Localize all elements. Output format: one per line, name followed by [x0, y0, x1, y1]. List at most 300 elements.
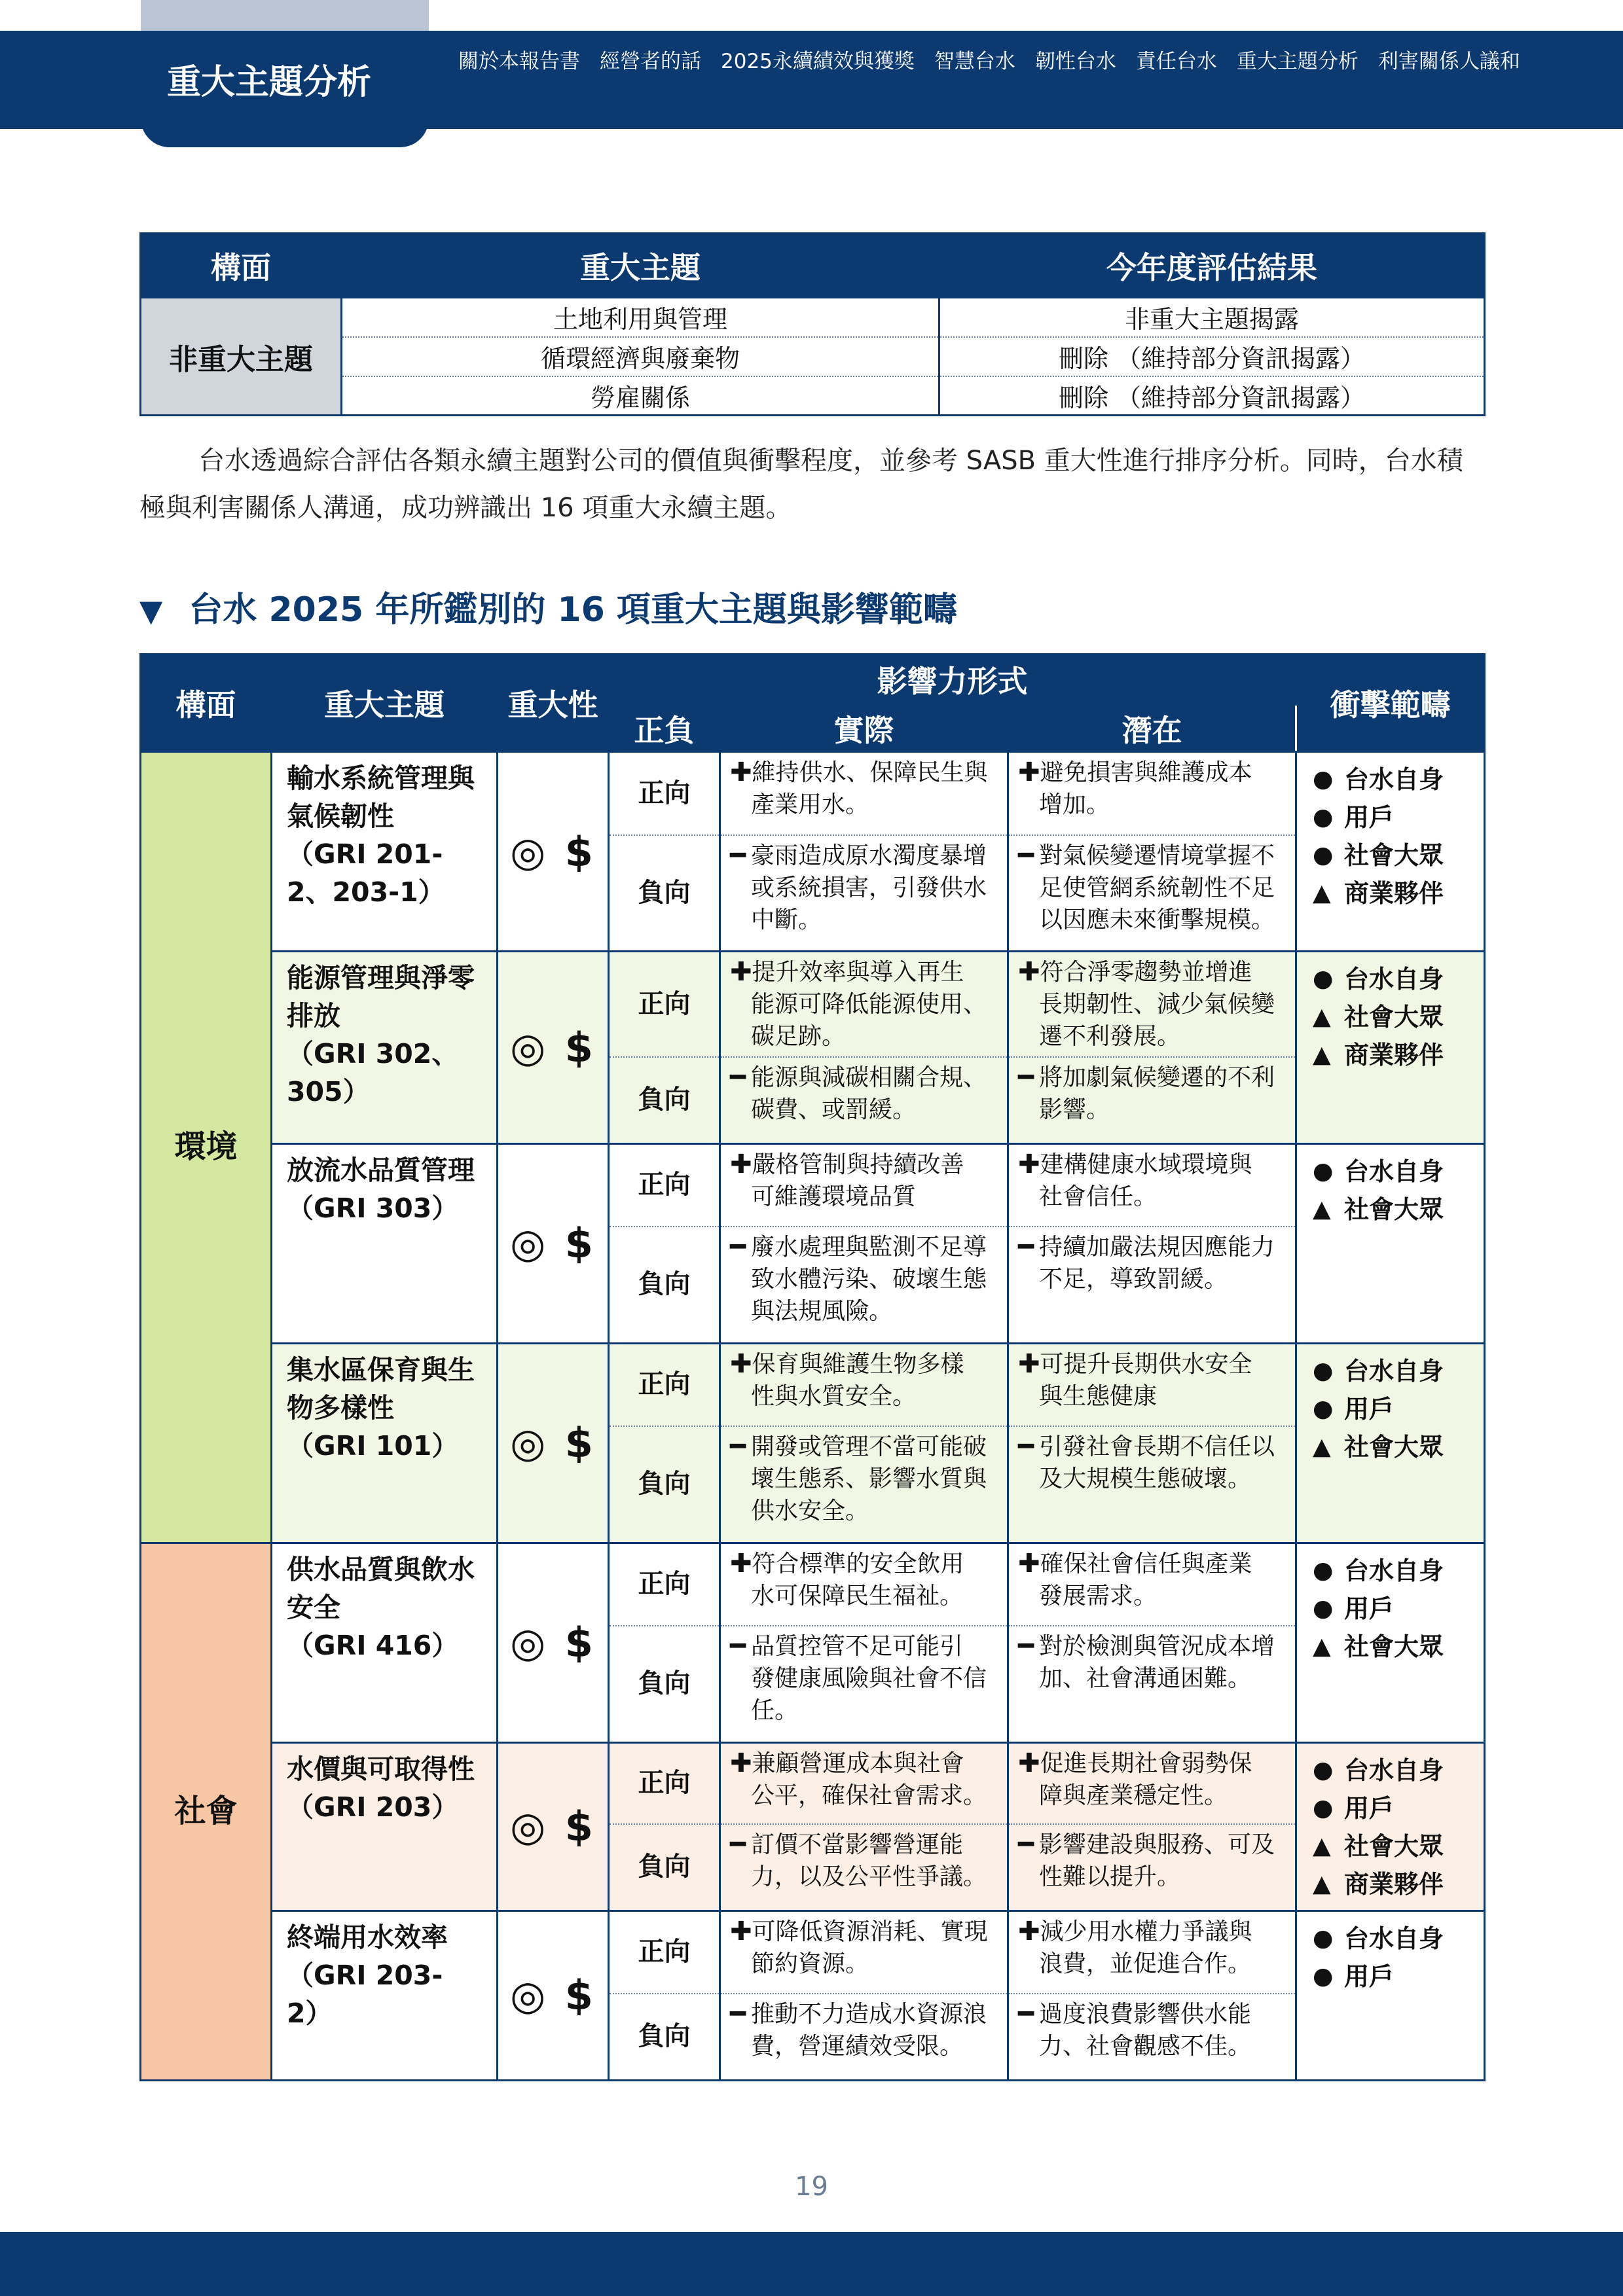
scope-cell — [1296, 1742, 1485, 1910]
impact-text: 符合標準的安全飲用 — [752, 1550, 964, 1577]
topic-line: 終端用水效率 — [287, 1921, 448, 1953]
scope-item — [1313, 960, 1477, 998]
impact-cell-neg-potential — [1008, 1057, 1296, 1143]
scope-label: 社會大眾 — [1344, 1632, 1444, 1661]
topic-line: （GRI 303） — [287, 1192, 459, 1224]
scope-item — [1313, 1352, 1477, 1390]
table-row-positive — [141, 1910, 1485, 1994]
impact-line — [730, 1380, 1000, 1412]
header-nav — [458, 46, 1520, 77]
impact-line — [1018, 757, 1288, 789]
direction-negative: 負向 — [609, 1227, 720, 1343]
scope-item — [1313, 1428, 1477, 1466]
impact-line — [1018, 1149, 1288, 1181]
intro-paragraph: 台水透過綜合評估各類永續主題對公司的價值與衝擊程度，並參考 SASB 重大性進行排序分析。同時，台水積極與利害關係人溝通，成功辨識出 16 項重大永續主題。 — [139, 446, 1463, 523]
impact-text: 力，以及公平性爭議。 — [751, 1863, 987, 1890]
scope-cell — [1296, 1910, 1485, 2080]
topic-cell — [272, 1143, 498, 1343]
column-header-actual: 實際 — [720, 705, 1008, 752]
impact-text: 確保社會信任與產業 — [1040, 1550, 1252, 1577]
topic-line: 水價與可取得性 — [287, 1753, 475, 1785]
impact-text: 持續加嚴法規因應能力 — [1039, 1234, 1275, 1261]
impact-cell-neg-potential — [1008, 1227, 1296, 1343]
impact-text: 與生態健康 — [1039, 1382, 1158, 1410]
impact-line — [730, 789, 1000, 821]
impact-text: 嚴格管制與持續改善 — [752, 1151, 964, 1178]
minus-icon: ━ — [1018, 840, 1034, 870]
direction-positive: 正向 — [609, 952, 720, 1058]
impact-text: 影響建設與服務、可及 — [1039, 1831, 1275, 1858]
impact-text: 壞生態系、影響水質與 — [751, 1465, 987, 1492]
impact-line — [1018, 840, 1288, 872]
topic-cell: 循環經濟與廢棄物 — [342, 337, 939, 376]
minus-icon — [730, 1295, 751, 1327]
table-row-positive — [141, 952, 1485, 1058]
scope-item — [1313, 1789, 1477, 1827]
impact-cell-neg-potential — [1008, 1626, 1296, 1742]
direction-positive: 正向 — [609, 1910, 720, 1994]
table-row-positive — [141, 1742, 1485, 1824]
impact-text: 品質控管不足可能引 — [751, 1633, 964, 1660]
impact-text: 致水體污染、破壞生態 — [751, 1266, 987, 1293]
circle-icon: ● — [1313, 1794, 1334, 1821]
impact-cell-pos-potential — [1008, 1143, 1296, 1227]
plus-icon: ✚ — [730, 1748, 752, 1778]
impact-line — [730, 1916, 1000, 1948]
section-title-text: 台水 2025 年所鑑別的 16 項重大主題與影響範疇 — [189, 590, 957, 630]
minus-icon — [730, 1094, 751, 1126]
scope-item — [1313, 836, 1477, 874]
impact-line — [1018, 1548, 1288, 1580]
impact-text: 加、社會溝通困難。 — [1039, 1665, 1252, 1692]
table-row-positive — [141, 1143, 1485, 1227]
impact-line — [1018, 1829, 1288, 1861]
impact-line — [1018, 1861, 1288, 1893]
plus-icon — [730, 1020, 751, 1052]
table-row-positive — [141, 1543, 1485, 1626]
nav-item-responsible[interactable]: 責任台水 — [1135, 50, 1217, 73]
impact-line — [1018, 1948, 1288, 1980]
category-cell-soc: 社會 — [141, 1543, 272, 2080]
nav-item-about[interactable]: 關於本報告書 — [458, 50, 580, 73]
impact-cell-neg-actual — [720, 1426, 1008, 1543]
impact-line — [730, 1295, 1000, 1327]
impact-cell-pos-actual — [720, 752, 1008, 835]
impact-text: 促進長期社會弱勢保 — [1040, 1749, 1252, 1777]
nav-item-smart[interactable]: 智慧台水 — [934, 50, 1015, 73]
impact-text: 可維護環境品質 — [751, 1183, 917, 1210]
minus-icon: ━ — [730, 1431, 746, 1462]
circle-icon: ● — [1313, 965, 1334, 992]
materiality-cell — [498, 952, 609, 1144]
topic-cell — [272, 1910, 498, 2080]
circle-icon: ● — [1313, 1357, 1334, 1384]
impact-text: 減少用水權力爭議與 — [1040, 1918, 1252, 1945]
minus-icon — [730, 1662, 751, 1695]
impact-line — [1018, 956, 1288, 988]
impact-line — [730, 1263, 1000, 1295]
impact-text: 將加劇氣候變遷的不利 — [1039, 1064, 1275, 1091]
impact-text: 性難以提升。 — [1039, 1863, 1181, 1890]
scope-cell — [1296, 952, 1485, 1144]
scope-label: 社會大眾 — [1344, 1003, 1444, 1031]
scope-item — [1313, 874, 1477, 912]
impact-line — [730, 1231, 1000, 1263]
impact-text: 費，營運績效受限。 — [751, 2033, 964, 2060]
topic-line: 物多樣性 — [287, 1391, 394, 1424]
direction-negative: 負向 — [609, 835, 720, 952]
impact-text: 提升效率與導入再生 — [752, 959, 964, 986]
impact-cell-neg-actual — [720, 835, 1008, 952]
result-cell: 刪除 （維持部分資訊揭露） — [939, 337, 1485, 376]
impact-cell-neg-potential — [1008, 1824, 1296, 1910]
nav-item-materiality[interactable]: 重大主題分析 — [1236, 50, 1359, 73]
plus-icon — [1018, 789, 1039, 821]
section-title — [139, 584, 957, 637]
topic-cell: 勞雇關係 — [342, 376, 939, 416]
impact-text: 能源可降低能源使用、 — [751, 991, 987, 1018]
table-row — [141, 376, 1485, 416]
materiality-cell — [498, 1343, 609, 1543]
circle-icon: ● — [1313, 1756, 1334, 1784]
scope-cell — [1296, 1143, 1485, 1343]
impact-line — [1018, 1062, 1288, 1094]
footer-bar — [0, 2232, 1623, 2296]
scope-item — [1313, 1153, 1477, 1191]
plus-icon: ✚ — [1018, 957, 1040, 987]
impact-line — [1018, 1580, 1288, 1612]
topic-line: 2） — [287, 1997, 333, 2029]
impact-line — [730, 1948, 1000, 1980]
topic-cell — [272, 952, 498, 1144]
nav-item-ceo-message[interactable]: 經營者的話 — [600, 50, 701, 73]
scope-item — [1313, 1191, 1477, 1229]
plus-icon: ✚ — [1018, 1149, 1040, 1179]
plus-icon: ✚ — [1018, 757, 1040, 787]
impact-text: 社會信任。 — [1039, 1183, 1158, 1210]
scope-label: 商業夥伴 — [1344, 1041, 1444, 1069]
minus-icon — [1018, 1263, 1039, 1295]
materiality-icon: ◎ $ — [510, 827, 596, 876]
plus-icon: ✚ — [1018, 1548, 1040, 1579]
impact-cell-pos-potential — [1008, 1343, 1296, 1426]
materiality-icon: ◎ $ — [510, 1619, 596, 1666]
topic-cell — [272, 1343, 498, 1543]
direction-positive: 正向 — [609, 1543, 720, 1626]
impact-line — [730, 2030, 1000, 2062]
scope-item — [1313, 1036, 1477, 1074]
impact-text: 可降低資源消耗、實現 — [752, 1918, 988, 1945]
topic-line: 氣候韌性 — [287, 800, 394, 832]
impact-text: 豪雨造成原水濁度暴增 — [751, 842, 987, 869]
impact-text: 保育與維護生物多樣 — [752, 1350, 964, 1378]
scope-label: 台水自身 — [1344, 1556, 1444, 1585]
minus-icon: ━ — [730, 840, 746, 870]
impact-line — [1018, 1020, 1288, 1052]
impact-text: 遷不利發展。 — [1039, 1023, 1181, 1050]
impact-line — [1018, 1094, 1288, 1126]
topic-line: 安全 — [287, 1591, 340, 1623]
plus-icon — [730, 1948, 751, 1980]
topic-line: （GRI 203- — [287, 1959, 443, 1991]
scope-item — [1313, 1552, 1477, 1590]
impact-line — [1018, 1748, 1288, 1780]
minus-icon — [730, 904, 751, 936]
plus-icon: ✚ — [1018, 1916, 1040, 1946]
impact-line — [730, 1348, 1000, 1380]
impact-cell-pos-potential — [1008, 1742, 1296, 1824]
plus-icon — [730, 789, 751, 821]
topic-line: 排放 — [287, 1000, 340, 1031]
impact-line — [730, 872, 1000, 904]
impact-text: 浪費，並促進合作。 — [1039, 1950, 1252, 1977]
plus-icon: ✚ — [1018, 1348, 1040, 1379]
plus-icon — [730, 988, 751, 1020]
table-row-positive — [141, 752, 1485, 835]
scope-label: 用戶 — [1344, 803, 1395, 832]
impact-text: 維持供水、保障民生與 — [752, 759, 988, 786]
impact-line — [1018, 1263, 1288, 1295]
column-header-scope: 衝擊範疇 — [1296, 655, 1485, 752]
materiality-icon: ◎ $ — [510, 1803, 596, 1850]
non-material-topics-table — [139, 232, 1486, 416]
impact-text: 增加。 — [1039, 791, 1110, 818]
triangle-icon: ▲ — [1313, 1003, 1331, 1030]
impact-text: 對於檢測與管況成本增 — [1039, 1633, 1275, 1660]
triangle-icon: ▲ — [1313, 1632, 1331, 1660]
impact-cell-pos-potential — [1008, 1910, 1296, 1994]
impact-cell-neg-potential — [1008, 1994, 1296, 2080]
scope-item — [1313, 761, 1477, 798]
topic-line: 305） — [287, 1076, 370, 1107]
direction-positive: 正向 — [609, 1143, 720, 1227]
impact-cell-neg-actual — [720, 1057, 1008, 1143]
column-header-dimension: 構面 — [141, 655, 272, 752]
plus-icon — [1018, 1580, 1039, 1612]
table-row — [141, 337, 1485, 376]
impact-line — [1018, 1463, 1288, 1495]
scope-cell — [1296, 1543, 1485, 1742]
impact-text: 影響。 — [1039, 1096, 1110, 1123]
impact-text: 或系統損害，引發供水 — [751, 874, 987, 901]
material-topics-table — [139, 653, 1486, 2081]
materiality-cell — [498, 1543, 609, 1742]
scope-cell — [1296, 752, 1485, 952]
scope-item — [1313, 1920, 1477, 1958]
scope-label: 台水自身 — [1344, 1924, 1444, 1953]
impact-text: 能源與減碳相關合規、 — [751, 1064, 987, 1091]
impact-text: 障與產業穩定性。 — [1039, 1782, 1228, 1809]
impact-line — [730, 1662, 1000, 1695]
circle-icon: ● — [1313, 804, 1334, 831]
impact-line — [730, 1181, 1000, 1213]
direction-negative: 負向 — [609, 1057, 720, 1143]
direction-positive: 正向 — [609, 1742, 720, 1824]
circle-icon: ● — [1313, 1556, 1334, 1584]
impact-text: 發展需求。 — [1039, 1582, 1158, 1609]
nav-item-resilient[interactable]: 韌性台水 — [1034, 50, 1116, 73]
plus-icon: ✚ — [730, 1348, 752, 1379]
table-row — [141, 298, 1485, 337]
minus-icon: ━ — [730, 1829, 746, 1859]
plus-icon — [1018, 1380, 1039, 1412]
scope-label: 台水自身 — [1344, 1356, 1444, 1386]
impact-text: 任。 — [751, 1697, 799, 1724]
plus-icon — [730, 1580, 751, 1612]
impact-text: 及大規模生態破壞。 — [1039, 1465, 1252, 1492]
topic-line: 輸水系統管理與 — [287, 762, 475, 794]
impact-line — [1018, 1380, 1288, 1412]
header-tab-accent — [141, 0, 429, 31]
impact-text: 發健康風險與社會不信 — [751, 1665, 987, 1692]
minus-icon — [730, 1495, 751, 1527]
topic-line: （GRI 416） — [287, 1629, 459, 1661]
impact-cell-pos-potential — [1008, 752, 1296, 835]
impact-line — [1018, 1231, 1288, 1263]
impact-text: 長期韌性、減少氣候變 — [1039, 991, 1275, 1018]
plus-icon: ✚ — [1018, 1748, 1040, 1778]
impact-text: 力、社會觀感不佳。 — [1039, 2033, 1252, 2060]
impact-line — [1018, 1630, 1288, 1662]
minus-icon — [1018, 1861, 1039, 1893]
minus-icon — [1018, 1662, 1039, 1695]
impact-cell-neg-potential — [1008, 835, 1296, 952]
impact-cell-neg-actual — [720, 1824, 1008, 1910]
impact-cell-pos-potential — [1008, 952, 1296, 1058]
impact-line — [730, 1630, 1000, 1662]
minus-icon: ━ — [1018, 1631, 1034, 1661]
plus-icon: ✚ — [730, 957, 752, 987]
impact-line — [730, 988, 1000, 1020]
topic-line: （GRI 201- — [287, 838, 443, 870]
impact-line — [730, 1695, 1000, 1727]
impact-text: 足使管網系統韌性不足 — [1039, 874, 1275, 901]
circle-icon: ● — [1313, 842, 1334, 869]
materiality-icon: ◎ $ — [510, 1219, 596, 1267]
impact-text: 碳足跡。 — [751, 1023, 846, 1050]
impact-line — [730, 1998, 1000, 2030]
minus-icon — [730, 1861, 751, 1893]
impact-cell-pos-actual — [720, 1910, 1008, 1994]
impact-line — [1018, 988, 1288, 1020]
scope-label: 台水自身 — [1344, 765, 1444, 794]
impact-text: 推動不力造成水資源浪 — [751, 2001, 987, 2028]
impact-cell-neg-actual — [720, 1227, 1008, 1343]
column-header-topic: 重大主題 — [272, 655, 498, 752]
nav-item-stakeholders[interactable]: 利害關係人議和 — [1377, 50, 1520, 73]
column-header-materiality: 重大性 — [498, 655, 609, 752]
direction-negative: 負向 — [609, 1824, 720, 1910]
impact-cell-pos-actual — [720, 1143, 1008, 1227]
topic-cell: 土地利用與管理 — [342, 298, 939, 337]
impact-text: 不足，導致罰緩。 — [1039, 1266, 1228, 1293]
result-cell: 刪除 （維持部分資訊揭露） — [939, 376, 1485, 416]
column-header-topic: 重大主題 — [342, 234, 939, 298]
triangle-icon: ▲ — [1313, 1832, 1331, 1859]
materiality-icon: ◎ $ — [510, 1971, 596, 2019]
scope-item — [1313, 1865, 1477, 1903]
impact-line — [730, 1495, 1000, 1527]
column-header-dimension: 構面 — [141, 234, 342, 298]
impact-text: 訂價不當影響營運能 — [751, 1831, 964, 1858]
scope-label: 用戶 — [1344, 1793, 1395, 1823]
scope-label: 用戶 — [1344, 1962, 1395, 1991]
topic-line: （GRI 302、 — [287, 1038, 459, 1069]
impact-line — [730, 1548, 1000, 1580]
plus-icon — [730, 1780, 751, 1812]
circle-icon: ● — [1313, 1157, 1334, 1185]
minus-icon — [730, 2030, 751, 2062]
result-cell: 非重大主題揭露 — [939, 298, 1485, 337]
minus-icon: ━ — [1018, 1431, 1034, 1462]
nav-item-performance[interactable]: 2025永續績效與獲獎 — [721, 50, 915, 73]
minus-icon: ━ — [730, 1999, 746, 2029]
materiality-cell — [498, 1143, 609, 1343]
plus-icon — [1018, 1780, 1039, 1812]
impact-text: 兼顧營運成本與社會 — [752, 1749, 964, 1777]
impact-text: 符合淨零趨勢並增進 — [1040, 959, 1252, 986]
minus-icon — [1018, 2030, 1039, 2062]
impact-text: 產業用水。 — [751, 791, 869, 818]
triangle-icon: ▲ — [1313, 1041, 1331, 1068]
scope-label: 社會大眾 — [1344, 841, 1444, 870]
impact-line — [730, 904, 1000, 936]
direction-negative: 負向 — [609, 1626, 720, 1742]
impact-text: 中斷。 — [751, 906, 822, 933]
impact-text: 碳費、或罰緩。 — [751, 1096, 917, 1123]
column-header-result: 今年度評估結果 — [939, 234, 1485, 298]
scope-item — [1313, 1827, 1477, 1865]
plus-icon: ✚ — [730, 1548, 752, 1579]
impact-line — [730, 1580, 1000, 1612]
impact-line — [1018, 872, 1288, 904]
minus-icon: ━ — [1018, 1062, 1034, 1092]
minus-icon: ━ — [730, 1062, 746, 1092]
column-header-potential: 潛在 — [1008, 705, 1296, 752]
plus-icon: ✚ — [730, 1149, 752, 1179]
topic-cell — [272, 752, 498, 952]
minus-icon: ━ — [1018, 1829, 1034, 1859]
page-number: 19 — [795, 2172, 828, 2202]
table-header-row — [141, 655, 1485, 705]
impact-line — [1018, 1780, 1288, 1812]
triangle-icon: ▲ — [1313, 1870, 1331, 1897]
circle-icon: ● — [1313, 1962, 1334, 1990]
minus-icon — [1018, 872, 1039, 904]
impact-text: 性與水質安全。 — [751, 1382, 917, 1410]
materiality-cell — [498, 752, 609, 952]
impact-text: 建構健康水域環境與 — [1040, 1151, 1252, 1178]
column-header-direction: 正負 — [609, 705, 720, 752]
scope-label: 社會大眾 — [1344, 1194, 1444, 1224]
scope-item — [1313, 798, 1477, 836]
scope-item — [1313, 998, 1477, 1036]
impact-cell-pos-actual — [720, 1742, 1008, 1824]
direction-positive: 正向 — [609, 752, 720, 835]
impact-text: 以因應未來衝擊規模。 — [1039, 906, 1275, 933]
circle-icon: ● — [1313, 1594, 1334, 1622]
impact-cell-pos-actual — [720, 952, 1008, 1058]
impact-text: 公平，確保社會需求。 — [751, 1782, 987, 1809]
plus-icon — [1018, 988, 1039, 1020]
plus-icon — [1018, 1181, 1039, 1213]
topic-line: 供水品質與飲水 — [287, 1553, 475, 1585]
impact-line — [1018, 1662, 1288, 1695]
circle-icon: ● — [1313, 1924, 1334, 1952]
circle-icon: ● — [1313, 1395, 1334, 1422]
impact-line — [1018, 789, 1288, 821]
topic-cell — [272, 1543, 498, 1742]
